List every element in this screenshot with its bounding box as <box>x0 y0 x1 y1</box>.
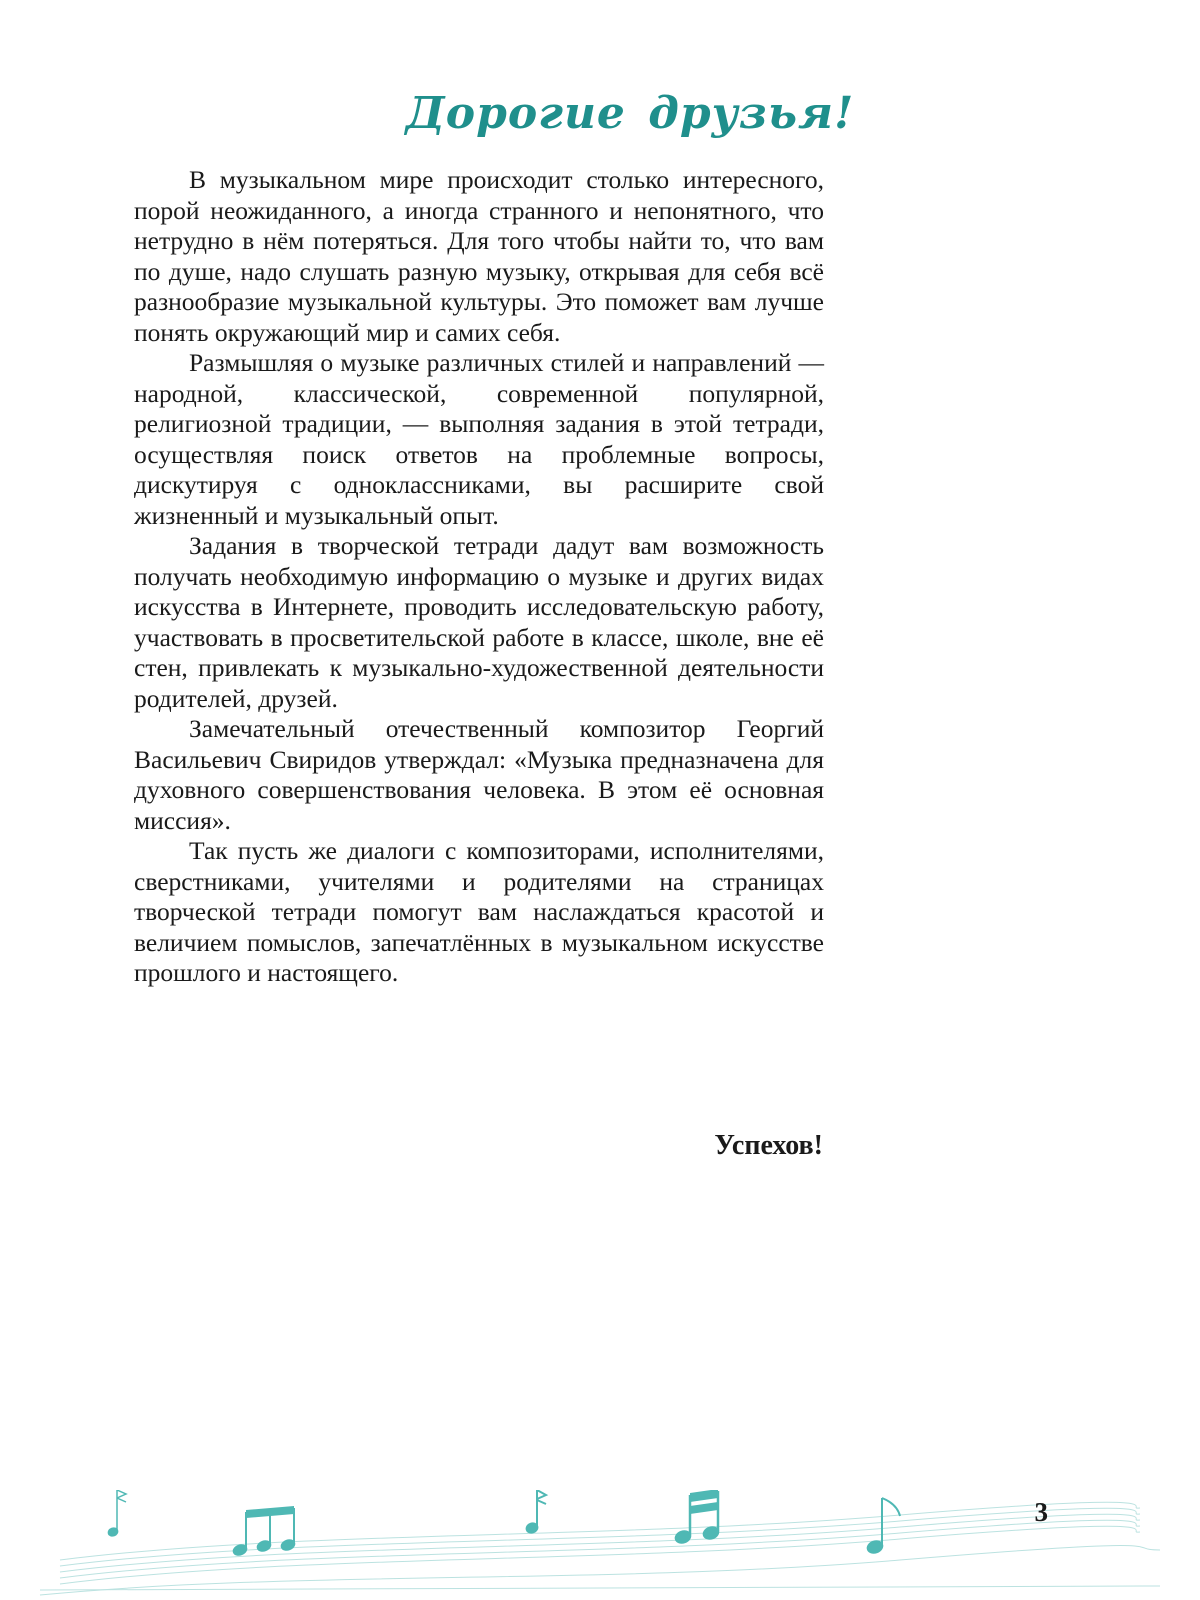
music-staff-decoration <box>0 1490 1200 1600</box>
paragraph: Замечательный отечественный композитор Георгий Васильевич Свиридов утверждал: «Музыка предназначена для духовного совершенствования человека. В этом её основная миссия». <box>134 714 824 835</box>
paragraph: В музыкальном мире происходит столько интересного, порой неожиданного, а иногда странного и непонятного, что нетрудно в нём потеряться. Для того чтобы найти то, что вам по душе, надо слушать разную музыку, открывая для себя всё разнообразие музыкальной культуры. Это поможет вам лучше понять окружающий мир и самих себя. <box>134 165 824 347</box>
music-note-icon <box>525 1490 546 1535</box>
beamed-notes-icon <box>232 1506 297 1557</box>
closing-greeting: Успехов! <box>714 1130 823 1161</box>
music-note-icon <box>107 1490 126 1537</box>
paragraph: Так пусть же диалоги с композиторами, исполнителями, сверстниками, учителями и родителями на страницах творческой тетради помогут вам наслаждаться красотой и величием помыслов, запечатлённых в музыкальном искусстве прошлого и настоящего. <box>134 836 824 987</box>
paragraph: Задания в творческой тетради дадут вам возможность получать необходимую информацию о музыке и других видах искусства в Интернете, проводить исследовательскую работу, участвовать в просветительской работе в классе, школе, вне её стен, привлекать к музыкально-художественной деятельности родителей, друзей. <box>134 531 824 713</box>
page-title: Дорогие друзья! <box>405 88 855 139</box>
body-text <box>134 165 824 989</box>
staff-lines <box>40 1502 1160 1595</box>
paragraph: Размышляя о музыке различных стилей и направлений — народной, классической, современной популярной, религиозной традиции, — выполняя задания в этой тетради, осуществляя поиск ответов на проблемные вопросы, дискутируя с одноклассниками, вы расширите свой жизненный и музыкальный опыт. <box>134 348 824 530</box>
page-number: 3 <box>1034 1497 1048 1527</box>
beamed-notes-icon <box>673 1490 720 1545</box>
music-note-icon <box>865 1498 900 1555</box>
